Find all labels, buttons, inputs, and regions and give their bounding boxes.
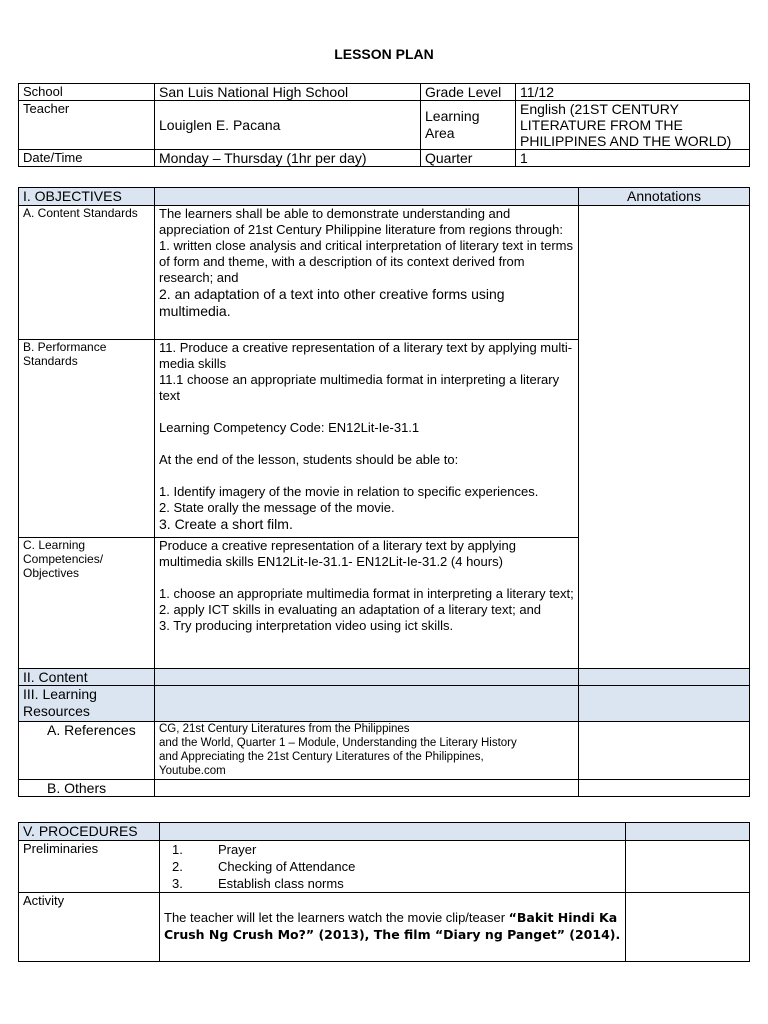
quarter-label: Quarter <box>421 150 516 167</box>
resources-heading: III. Learning Resources <box>19 686 155 722</box>
list-item: 3. Establish class norms <box>172 876 344 891</box>
teacher-label: Teacher <box>19 101 155 150</box>
competencies-text: Produce a creative representation of a literary text by applying multimedia skills EN12Lit-Ie-31.1- EN12Lit-Ie-31.2 (4 hours) 1. choose an appropriate multimedia format in interpreting a literary text; 2. apply ICT skills in evaluating an adaptation of a literary text; and 3. Try producing interpretation video using ict skills. <box>155 538 579 669</box>
page-title: LESSON PLAN <box>334 46 434 62</box>
quarter-value: 1 <box>516 150 750 167</box>
references-label: A. References <box>19 722 155 780</box>
annotations-cell <box>579 206 750 669</box>
procedures-table <box>18 822 750 962</box>
teacher-value: Louiglen E. Pacana <box>155 101 421 150</box>
performance-standards-label: B. Performance Standards <box>19 340 155 538</box>
objectives-heading: I. OBJECTIVES <box>19 188 155 206</box>
school-label: School <box>19 84 155 101</box>
list-item: 1. Prayer <box>172 842 257 857</box>
competencies-label: C. Learning Competencies/ Objectives <box>19 538 155 669</box>
school-value: San Luis National High School <box>155 84 421 101</box>
activity-label: Activity <box>19 893 160 962</box>
preliminaries-list <box>160 841 626 893</box>
area-value: English (21ST CENTURY LITERATURE FROM THE PHILIPPINES AND THE WORLD) <box>516 101 750 150</box>
annotations-heading: Annotations <box>579 188 750 206</box>
datetime-value: Monday – Thursday (1hr per day) <box>155 150 421 167</box>
grade-label: Grade Level <box>421 84 516 101</box>
others-label: B. Others <box>19 780 155 797</box>
performance-standards-text: 11. Produce a creative representation of a literary text by applying multi-media skills 11.1 choose an appropriate multimedia format in interpreting a literary text Learning Competency Code: EN12Lit-Ie-31.1 At the end of the lesson, students should be able to: 1. Identify imagery of the movie in relation to specific experiences. 2. State orally the message of the movie. 3. Create a short film. <box>155 340 579 538</box>
area-label: Learning Area <box>421 101 516 150</box>
procedures-heading: V. PROCEDURES <box>19 823 160 841</box>
content-heading: II. Content <box>19 669 155 686</box>
objectives-table <box>18 187 750 797</box>
preliminaries-label: Preliminaries <box>19 841 160 893</box>
list-item: 2. Checking of Attendance <box>172 859 356 874</box>
content-standards-label: A. Content Standards <box>19 206 155 340</box>
content-standards-text: The learners shall be able to demonstrate understanding and appreciation of 21st Century Philippine literature from regions through: 1. written close analysis and critical interpretation of literary text in terms of form and theme, with a description of its context derived from research; and 2. an adaptation of a text into other creative forms using multimedia. <box>155 206 579 340</box>
header-table <box>18 83 750 167</box>
activity-text: The teacher will let the learners watch the movie clip/teaser “Bakit Hindi Ka Crush Ng Crush Mo?” (2013), The film “Diary ng Panget” (2014). <box>160 893 626 962</box>
datetime-label: Date/Time <box>19 150 155 167</box>
grade-value: 11/12 <box>516 84 750 101</box>
references-text: CG, 21st Century Literatures from the Philippines and the World, Quarter 1 – Module, Understanding the Literary History and Appreciating the 21st Century Literatures of the Philippines, Youtube.com <box>155 722 579 780</box>
